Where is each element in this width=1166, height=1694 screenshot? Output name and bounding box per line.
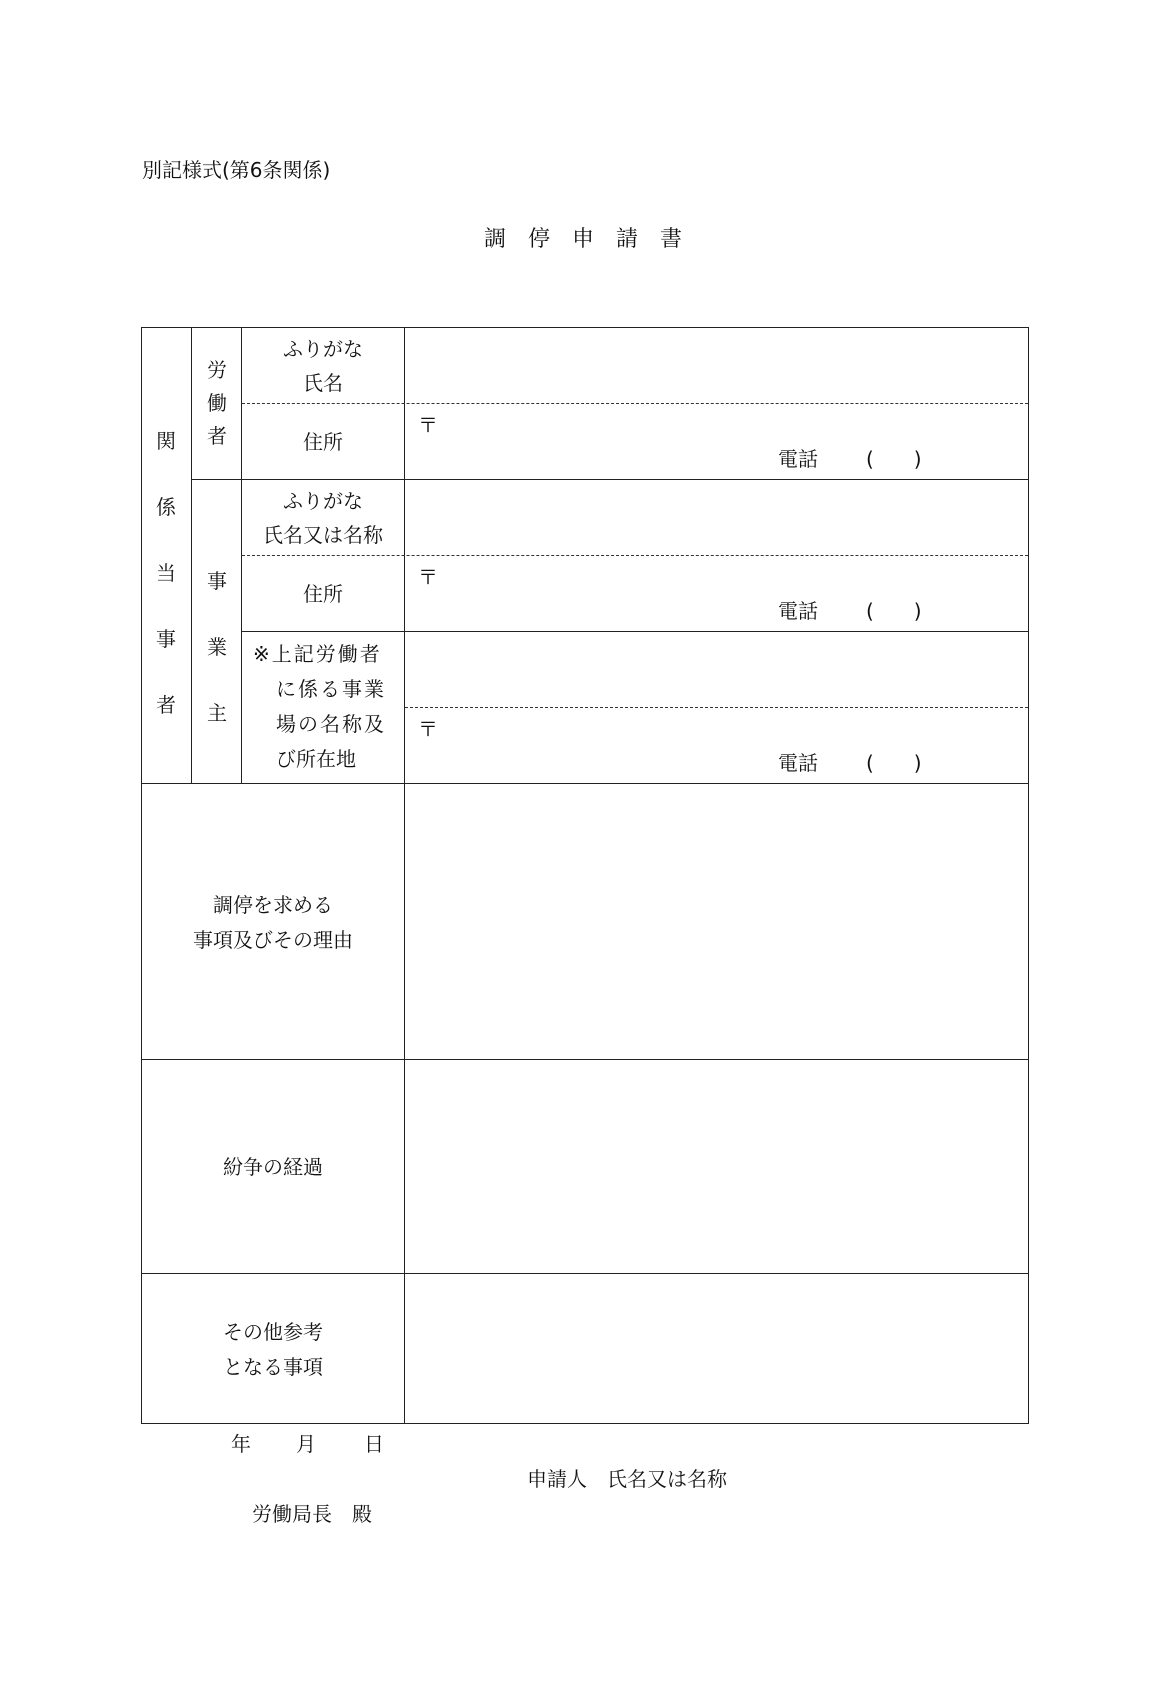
workplace-address-field[interactable] <box>406 709 1026 781</box>
parties-char: 関 <box>156 429 176 453</box>
worker-name-label: 氏名 <box>303 371 343 395</box>
table-border-top <box>141 327 1029 328</box>
worker-phone-paren: ( ) <box>866 447 922 471</box>
row-line-employer-end <box>241 631 1029 632</box>
workplace-phone-label: 電話 <box>778 751 818 775</box>
worker-char: 働 <box>207 391 227 415</box>
mediation-request-label: 事項及びその理由 <box>193 928 353 952</box>
row-line-dispute-end <box>141 1273 1029 1274</box>
divider-v3 <box>404 327 405 1424</box>
workplace-note-line: 場の名称及 <box>276 712 386 736</box>
employer-postal-mark: 〒 <box>418 565 438 589</box>
mediation-request-label: 調停を求める <box>213 893 333 917</box>
other-matters-label: となる事項 <box>223 1355 323 1379</box>
row-line-parties-end <box>141 783 1029 784</box>
mediation-request-field[interactable] <box>406 785 1026 1057</box>
addressee-label: 労働局長 殿 <box>252 1502 372 1526</box>
parties-char: 者 <box>156 693 176 717</box>
employer-char: 事 <box>207 569 227 593</box>
employer-name-label: 氏名又は名称 <box>263 523 383 547</box>
dispute-history-field[interactable] <box>406 1061 1026 1271</box>
workplace-note-line: び所在地 <box>276 747 356 771</box>
date-day-label: 日 <box>364 1432 384 1456</box>
employer-char: 業 <box>207 635 227 659</box>
other-matters-field[interactable] <box>406 1275 1026 1421</box>
parties-vertical-label <box>146 408 186 738</box>
worker-furigana-label: ふりがな <box>283 337 363 361</box>
workplace-phone-paren: ( ) <box>866 751 922 775</box>
workplace-note-line: ※上記労働者 <box>253 642 382 666</box>
divider-v1 <box>191 327 192 783</box>
employer-name-field[interactable] <box>406 481 1026 553</box>
employer-phone-paren: ( ) <box>866 599 922 623</box>
table-border-left <box>141 327 142 1424</box>
dispute-history-label: 紛争の経過 <box>223 1155 323 1179</box>
employer-furigana-label: ふりがな <box>283 489 363 513</box>
worker-phone-label: 電話 <box>778 447 818 471</box>
table-border-bottom <box>141 1423 1029 1424</box>
dashed-line-workplace <box>405 707 1028 708</box>
employer-char: 主 <box>207 701 227 725</box>
worker-char: 労 <box>207 358 227 382</box>
other-matters-label: その他参考 <box>223 1320 323 1344</box>
page-title: 調 停 申 請 書 <box>483 227 682 252</box>
worker-postal-mark: 〒 <box>418 413 438 437</box>
row-line-worker-end <box>191 479 1029 480</box>
dashed-line-worker <box>242 403 1028 404</box>
employer-phone-label: 電話 <box>778 599 818 623</box>
date-year-label: 年 <box>231 1432 251 1456</box>
dashed-line-employer <box>242 555 1028 556</box>
worker-address-label: 住所 <box>303 430 343 454</box>
workplace-name-field[interactable] <box>406 633 1026 705</box>
employer-vertical-label <box>197 548 237 746</box>
workplace-note-line: に係る事業 <box>276 677 386 701</box>
row-line-request-end <box>141 1059 1029 1060</box>
parties-char: 係 <box>156 495 176 519</box>
parties-char: 当 <box>156 561 176 585</box>
workplace-postal-mark: 〒 <box>418 717 438 741</box>
applicant-label: 申請人 氏名又は名称 <box>527 1467 727 1491</box>
worker-name-field[interactable] <box>406 329 1026 401</box>
parties-char: 事 <box>156 627 176 651</box>
date-month-label: 月 <box>296 1432 316 1456</box>
employer-address-field[interactable] <box>406 557 1026 629</box>
worker-address-field[interactable] <box>406 405 1026 477</box>
worker-vertical-label <box>197 354 237 453</box>
table-border-right <box>1028 327 1029 1424</box>
worker-char: 者 <box>207 424 227 448</box>
form-label: 別記様式(第6条関係) <box>142 158 331 182</box>
employer-address-label: 住所 <box>303 582 343 606</box>
